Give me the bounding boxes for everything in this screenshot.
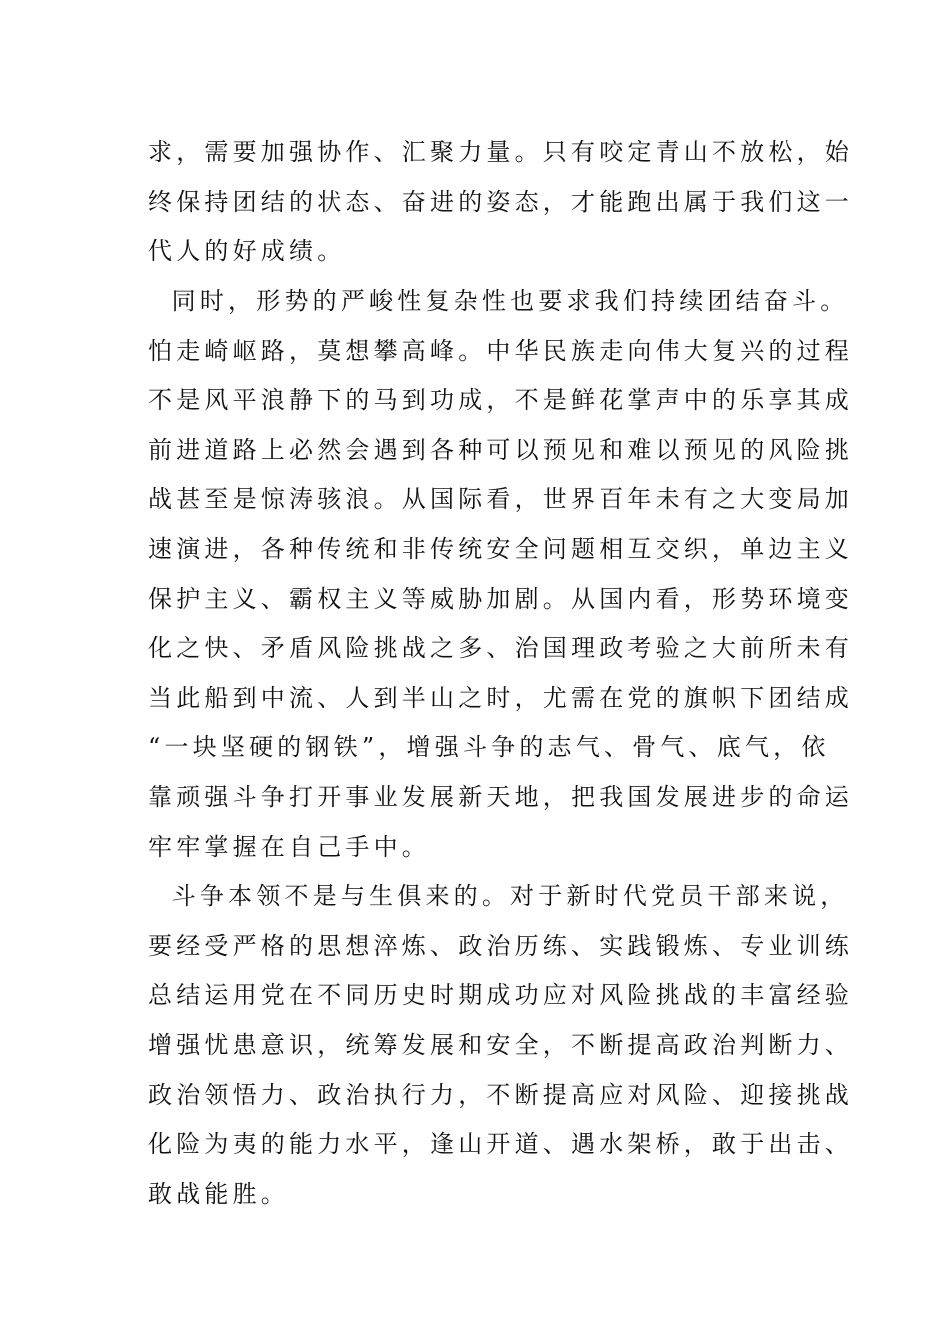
text-line: 政治领悟力、政治执行力，不断提高应对风险、迎接挑战 bbox=[148, 1081, 853, 1109]
text-line: “一块坚硬的钢铁”，增强斗争的志气、骨气、底气，依 bbox=[148, 733, 830, 761]
text-line: 要经受严格的思想淬炼、政治历练、实践锻炼、专业训练 bbox=[148, 932, 853, 960]
text-line: 求，需要加强协作、汇聚力量。只有咬定青山不放松，始 bbox=[148, 138, 853, 166]
text-line: 化险为夷的能力水平，逢山开道、遇水架桥，敢于出击、 bbox=[148, 1130, 853, 1158]
text-line: 敢战能胜。 bbox=[148, 1180, 289, 1208]
text-line: 总结运用党在不同历史时期成功应对风险挑战的丰富经验 bbox=[148, 981, 853, 1009]
text-line: 怕走崎岖路，莫想攀高峰。中华民族走向伟大复兴的过程 bbox=[148, 337, 853, 365]
text-line: 代人的好成绩。 bbox=[148, 237, 346, 265]
text-line: 当此船到中流、人到半山之时，尤需在党的旗帜下团结成 bbox=[148, 684, 853, 712]
text-line: 靠顽强斗争打开事业发展新天地，把我国发展进步的命运 bbox=[148, 783, 853, 811]
text-line: 前进道路上必然会遇到各种可以预见和难以预见的风险挑 bbox=[148, 436, 853, 464]
text-line: 速演进，各种传统和非传统安全问题相互交织，单边主义 bbox=[148, 535, 853, 563]
text-line: 保护主义、霸权主义等威胁加剧。从国内看，形势环境变 bbox=[148, 585, 853, 613]
text-line: 终保持团结的状态、奋进的姿态，才能跑出属于我们这一 bbox=[148, 188, 853, 216]
text-line: 战甚至是惊涛骇浪。从国际看，世界百年未有之大变局加 bbox=[148, 485, 853, 513]
text-line: 斗争本领不是与生俱来的。对于新时代党员干部来说， bbox=[148, 882, 849, 910]
text-line: 同时，形势的严峻性复杂性也要求我们持续团结奋斗。 bbox=[148, 287, 849, 315]
text-line: 化之快、矛盾风险挑战之多、治国理政考验之大前所未有 bbox=[148, 634, 853, 662]
text-line: 不是风平浪静下的马到功成，不是鲜花掌声中的乐享其成 bbox=[148, 386, 853, 414]
text-line: 增强忧患意识，统筹发展和安全，不断提高政治判断力、 bbox=[148, 1031, 853, 1059]
text-line: 牢牢掌握在自己手中。 bbox=[148, 833, 430, 861]
